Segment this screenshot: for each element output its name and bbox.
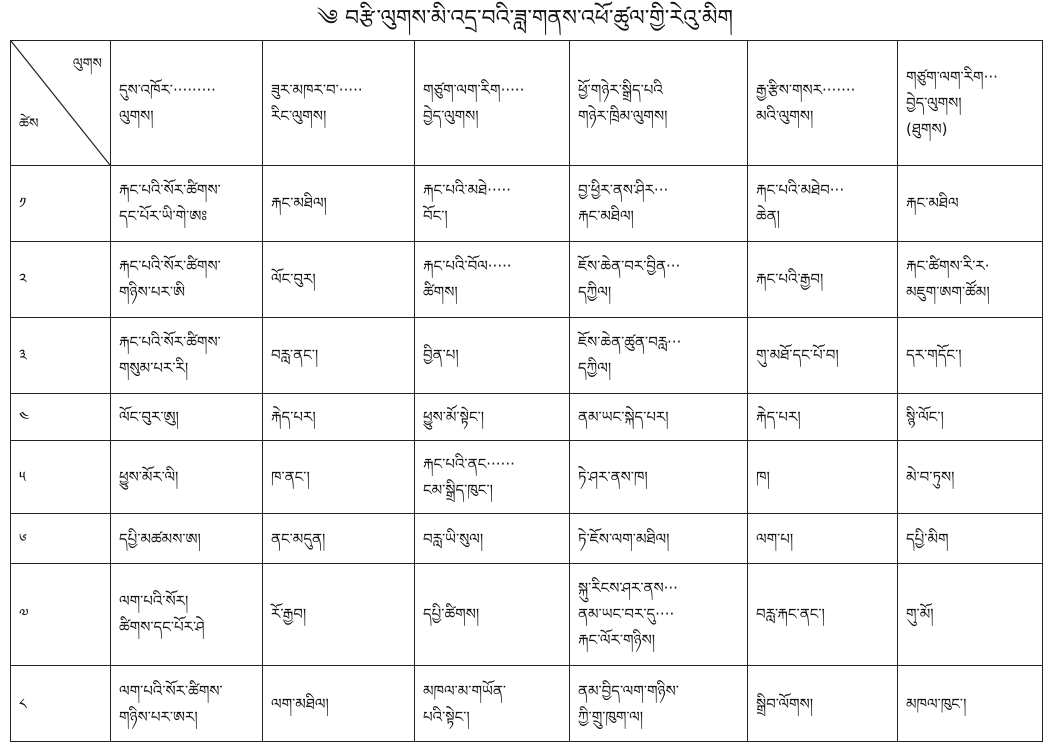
table-cell: བརླ་ནང་།: [263, 317, 415, 393]
table-row: [11, 563, 1043, 665]
column-header: གཙུག་ལག་རིག····· བྱེད་ལུགས།: [415, 41, 570, 166]
table-row: [11, 440, 1043, 514]
table-cell: ཏེ་ཤར་ནས་ཁ།: [570, 440, 748, 514]
table-cell: རྐང་པའི་སོར་ཚིགས་ གཉིས་པར་ཨི: [111, 241, 263, 317]
table-cell: བརླ་རྐང་ནང་།: [748, 563, 898, 665]
row-number: ༧: [11, 563, 111, 665]
table-cell: ལག་པའི་སོར། ཚིགས་དང་པོར་ཤེ: [111, 563, 263, 665]
table-cell: རོ་རྒྱབ།: [263, 563, 415, 665]
table-cell: རྐང་པའི་བོལ····· ཚིགས།: [415, 241, 570, 317]
table-row: [11, 241, 1043, 317]
table-cell: སྐུ་རིངས་ཤར་ནས··· ནམ་ཡང་བར་དུ···· རྐང་ལོར་གཉིས།: [570, 563, 748, 665]
table-cell: རྐང་མཐིལ: [898, 166, 1043, 242]
table-cell: ནམ་ཡང་སྐེད་པར།: [570, 393, 748, 440]
row-number: ༦: [11, 514, 111, 563]
table-cell: ཁ་ནང་།: [263, 440, 415, 514]
row-number: ༣: [11, 317, 111, 393]
table-cell: ནམ་བྱིད་ལག་གཉིས་ ཀྱི་གྲུ་ཁུག་ལ།: [570, 666, 748, 742]
table-cell: རྐང་ཚིགས་རི་ར· མཇུག་ཨག་ཚོམ།: [898, 241, 1043, 317]
table-cell: ཏེ་ཇོས་ལག་མཐིལ།: [570, 514, 748, 563]
table-cell: གུ་མོ།: [898, 563, 1043, 665]
table-cell: གུ་མཐོ་དང་པོ་བ།: [748, 317, 898, 393]
table-row: [11, 666, 1043, 742]
table-cell: ལོང་བུར་ཨུ།: [111, 393, 263, 440]
table-cell: ལག་མཐིལ།: [263, 666, 415, 742]
table-cell: ལག་པ།: [748, 514, 898, 563]
table-cell: བྱིན་པ།: [415, 317, 570, 393]
table-cell: མཁལ་ཁུང་།: [898, 666, 1043, 742]
header-row: [11, 41, 1043, 166]
table-cell: བརླ་ཡི་སུལ།: [415, 514, 570, 563]
column-header: གཙུག་ལག་རིག··· བྱེད་ལུགས། (ཐུགས): [898, 41, 1043, 166]
table-cell: མཁལ་མ་གཡོན་ པའི་སྟེང་།: [415, 666, 570, 742]
table-cell: ཕྱུས་མོར་ལི།: [111, 440, 263, 514]
table-cell: རྐང་པའི་རྒྱབ།: [748, 241, 898, 317]
table-cell: སྒྲིབ་ལོགས།: [748, 666, 898, 742]
table-cell: ཁ།: [748, 440, 898, 514]
column-header: དུས་འཁོར་········· ལུགས།: [111, 41, 263, 166]
column-header: རྒྱ་རྩིས་གསར······· མའི་ལུགས།: [748, 41, 898, 166]
column-header: ཟུར་མཁར་བ་····· རིང་ལུགས།: [263, 41, 415, 166]
page-title: ༄ བརྩི་ལུགས་མི་འདྲ་བའི་ཟླ་གནས་འཕོ་ཚུལ་གྱི་རེའུ་མིག: [317, 6, 733, 31]
table-cell: ཇོས་ཆེན་བར་བྱིན··· དཀྱིལ།: [570, 241, 748, 317]
table-cell: ཇོས་ཆེན་ཚུན་བརླ··· དཀྱིལ།: [570, 317, 748, 393]
table-cell: རྐང་པའི་སོར་ཚིགས་ དང་པོར་ཡི་གེ་ཨཿ: [111, 166, 263, 242]
table-cell: རྐེད་པར།: [263, 393, 415, 440]
table-cell: བྱ་ཕྱིར་ནས་ཤིར··· རྐང་མཐིལ།: [570, 166, 748, 242]
table-cell: ཕྱུས་མོ་སྟེང་།: [415, 393, 570, 440]
table-row: [11, 317, 1043, 393]
table-cell: ནང་མདུན།: [263, 514, 415, 563]
row-number: ༨: [11, 666, 111, 742]
table-cell: དཔྱི་མིག: [898, 514, 1043, 563]
table-cell: དར་གདོང་།: [898, 317, 1043, 393]
table-cell: དཔྱི་མཚམས་ཨ།: [111, 514, 263, 563]
row-number: ༡: [11, 166, 111, 242]
table-cell: སྙི་ལོང་།: [898, 393, 1043, 440]
table-row: [11, 514, 1043, 563]
corner-label-date: ཚེས: [19, 116, 39, 133]
column-header: ཕྱོ་གཉེར་སྒྲིད་པའི གཉེར་ཁྲིམ་ལུགས།: [570, 41, 748, 166]
row-number: ༢: [11, 241, 111, 317]
corner-label-system: ལུགས: [72, 56, 102, 72]
table-cell: རྐང་པའི་སོར་ཚིགས་ གསུམ་པར་རི།: [111, 317, 263, 393]
table-cell: ལོང་བུར།: [263, 241, 415, 317]
table-cell: རྐང་མཐིལ།: [263, 166, 415, 242]
corner-cell: [11, 41, 111, 166]
table-cell: དཔྱི་ཚིགས།: [415, 563, 570, 665]
table-cell: མེ་བ་ཏུས།: [898, 440, 1043, 514]
table-cell: རྐང་པའི་མཐེབ··· ཆེན།: [748, 166, 898, 242]
table-row: [11, 393, 1043, 440]
row-number: ༤: [11, 393, 111, 440]
row-number: ༥: [11, 440, 111, 514]
table-cell: ལག་པའི་སོར་ཚིགས་ གཉིས་པར་ཨར།: [111, 666, 263, 742]
table-cell: རྐེད་པར།: [748, 393, 898, 440]
table-cell: རྐང་པའི་ནང······ ངམ་སྒྲིད་ཁུང་།: [415, 440, 570, 514]
data-table: [10, 40, 1043, 742]
table-row: [11, 166, 1043, 242]
table-cell: རྐང་པའི་མཐེ····· བོང་།: [415, 166, 570, 242]
